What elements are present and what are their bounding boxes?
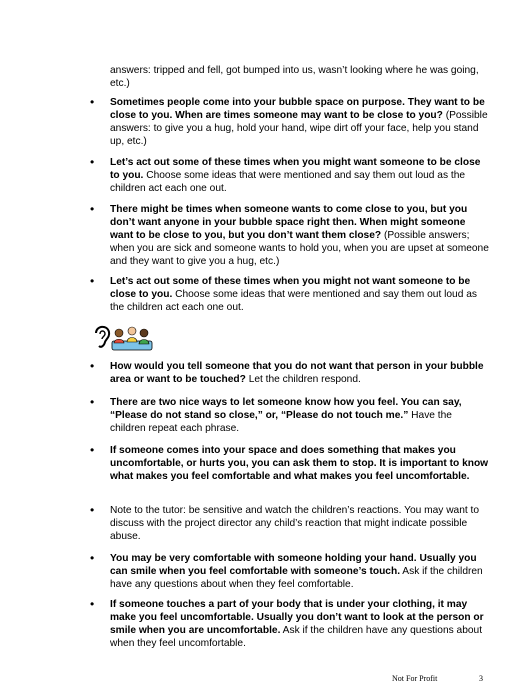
normal-text: Ask if the children have any questions about when they feel uncomfortable. [110,625,483,649]
bullet: • [90,359,95,373]
list-item [110,552,490,591]
bullet: • [90,95,95,109]
bold-text: If someone comes into your space and does something that makes you uncomfortable, or hurts you, you can ask them to stop. It is important to know what makes you feel comfortable and what makes you feel uncomfortable. [110,445,489,482]
normal-text: Note to the tutor: be sensitive and watch the children’s reactions. You may want to discuss with the project director any child’s reaction that might indicate possible abuse. [110,505,480,542]
bullet: • [90,274,95,288]
bold-text: If someone touches a part of your body that is under your clothing, it may make you feel uncomfortable. Usually you don’t want to look at the person or smile when you are uncomfortable. [110,599,484,636]
bold-text: Sometimes people come into your bubble space on purpose. They want to be close to you. When are times someone may want to be close to you? [110,97,485,121]
list-item [110,444,490,483]
list-item [110,504,490,543]
list-item [110,203,490,268]
list-item [110,396,490,435]
normal-text: Ask if the children have any questions about when they feel comfortable. [110,566,483,590]
bold-text: There might be times when someone wants to come close to you, but you don’t want anyone in your bubble space right then. When might someone want to be close to you, but you don’t want them close? [110,204,468,241]
bullet: • [90,551,95,565]
illustration [92,323,154,351]
bullet: • [90,395,95,409]
footer-label: Not For Profit [392,674,438,683]
list-item [110,96,490,148]
bullet: • [90,202,95,216]
ear-icon [96,327,109,347]
list-item [110,156,490,195]
list-item [110,275,490,314]
list-item [110,598,490,650]
bullet: • [90,597,95,611]
normal-text: Have the children repeat each phrase. [110,410,452,434]
list-item [110,360,490,386]
intro-paragraph: answers: tripped and fell, got bumped into us, wasn’t looking where he was going, etc.) [110,65,479,89]
bold-text: Let’s act out some of these times when you might not want someone to be close to you. [110,276,471,300]
page-number: 3 [479,674,483,683]
bold-text: There are two nice ways to let someone know how you feel. You can say, “Please do not stand so close,” or, “Please do not touch me.” [110,397,462,421]
bold-text: How would you tell someone that you do not want that person in your bubble area or want to be touched? [110,361,484,385]
bullet: • [90,155,95,169]
bullet: • [90,443,95,457]
bold-text: Let’s act out some of these times when you might want someone to be close to you. [110,157,481,181]
normal-text: (Possible answers: to give you a hug, hold your hand, wipe dirt off your face, help you stand up, etc.) [110,110,488,147]
children-group-icon [112,327,152,350]
normal-text: (Possible answers; when you are sick and someone wants to hold you, when you are upset at someone and they want to give you a hug, etc.) [110,230,489,267]
bold-text: You may be very comfortable with someone holding your hand. Usually you can smile when you feel comfortable with someone’s touch. [110,553,477,577]
normal-text: Let the children respond. [245,374,361,385]
normal-text: Choose some ideas that were mentioned and say them out loud as the children act each one out. [110,289,477,313]
normal-text: Choose some ideas that were mentioned and say them out loud as the children act each one out. [110,170,466,194]
bullet: • [90,503,95,517]
